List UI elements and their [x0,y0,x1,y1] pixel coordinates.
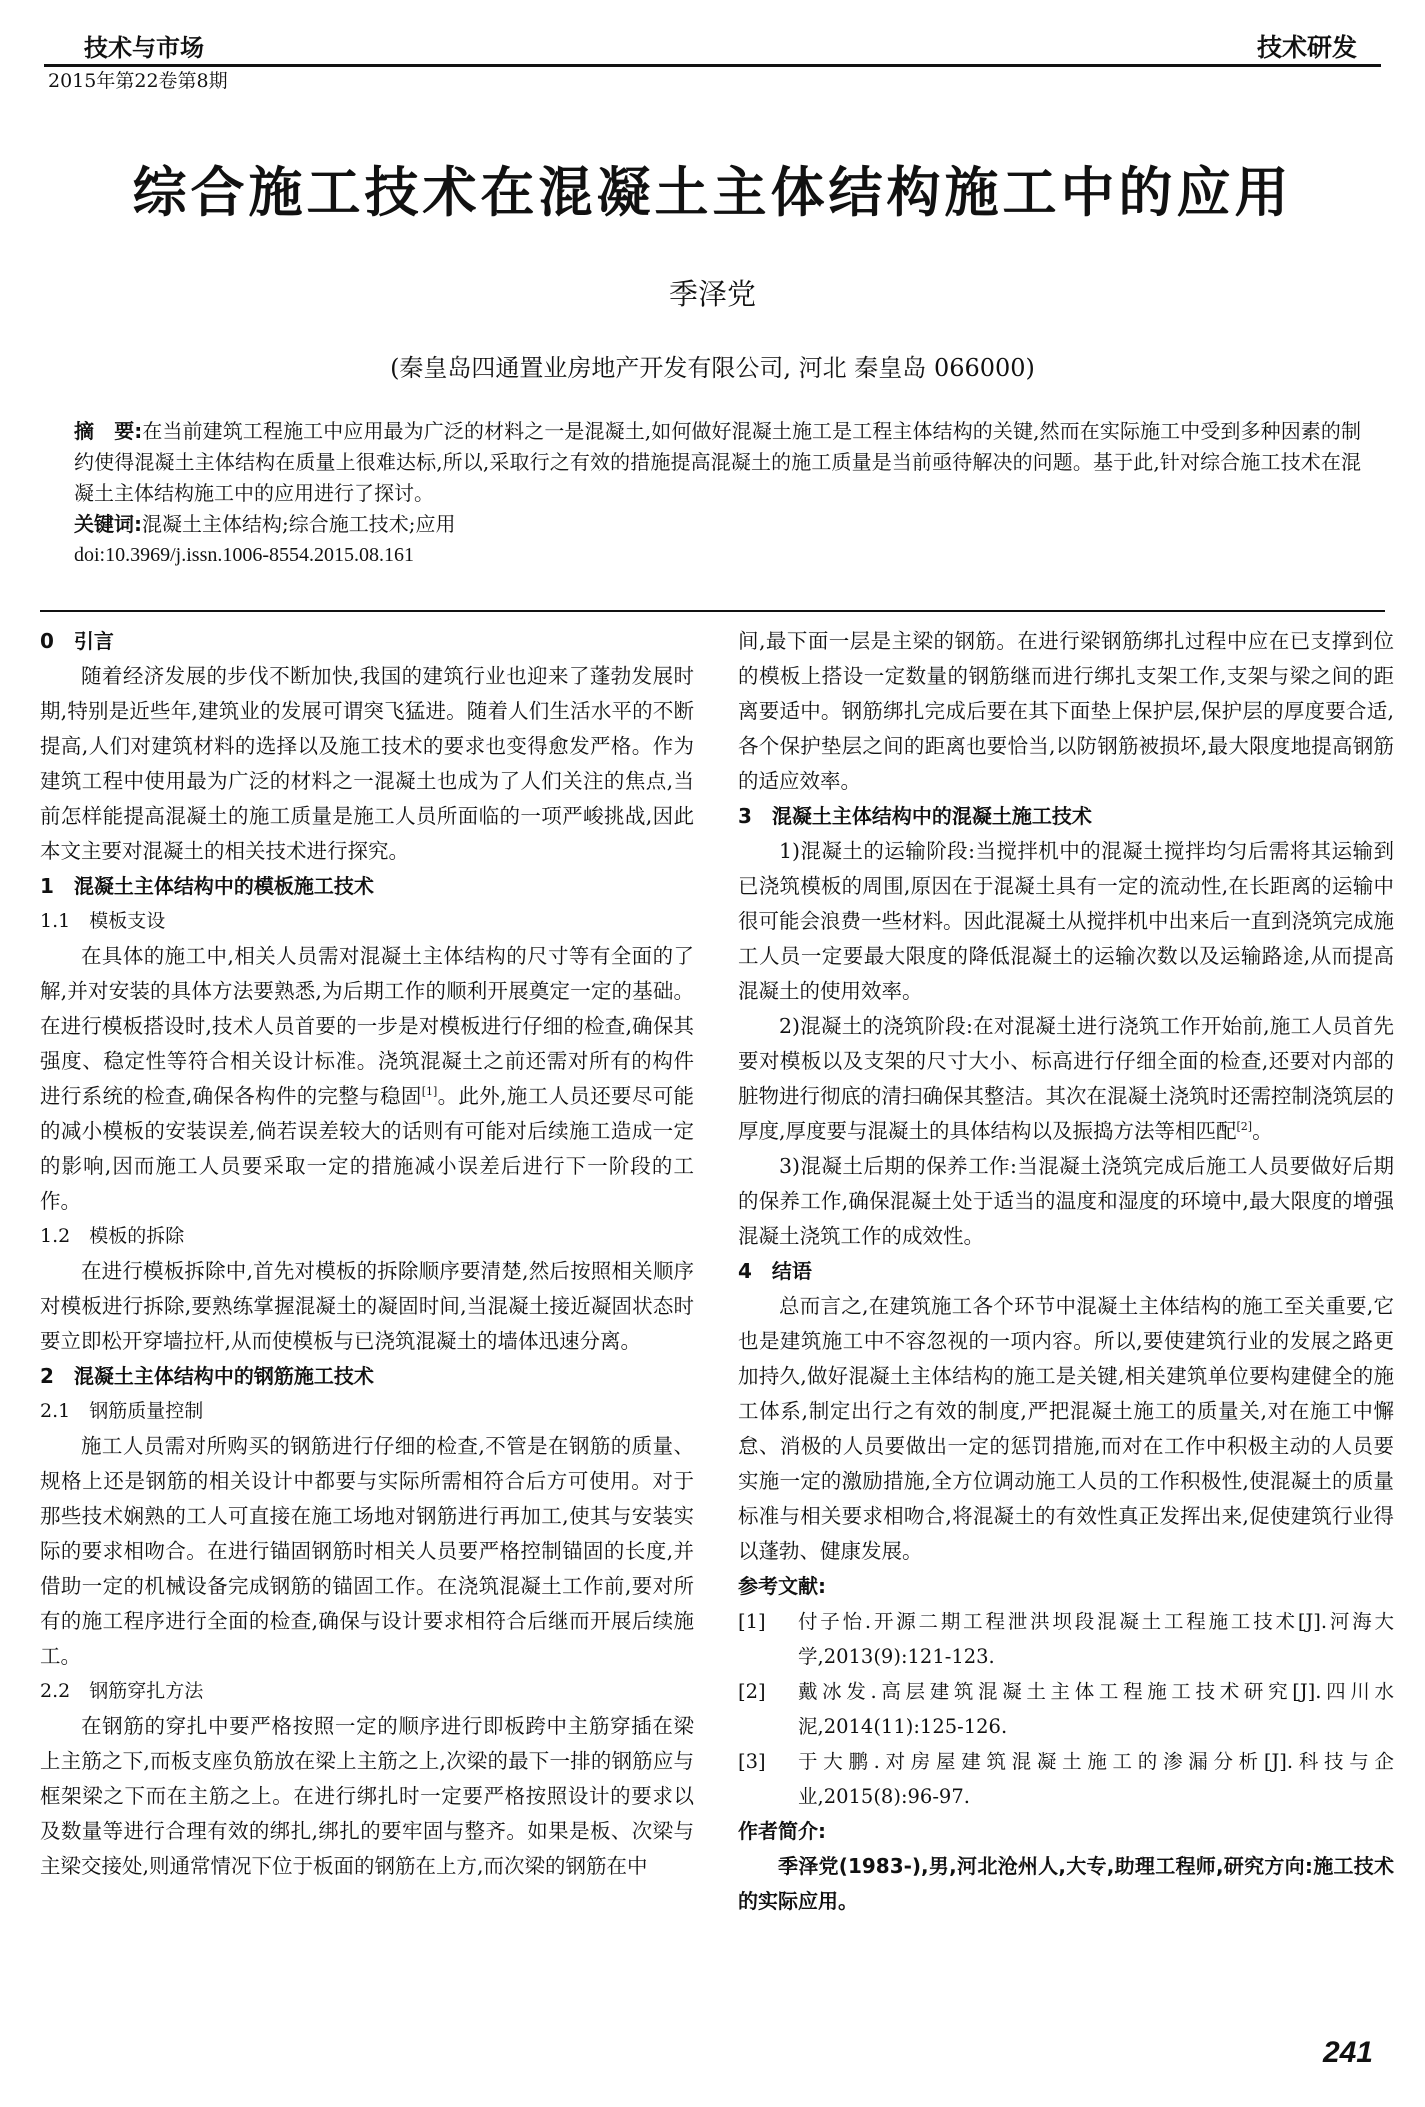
paragraph-rebar-tying: 在钢筋的穿扎中要严格按照一定的顺序进行即板跨中主筋穿插在梁上主筋之下,而板支座负筋放在梁上主筋之上,次梁的最下一排的钢筋应与框架梁之下而在主筋之上。在进行绑扎时一定要严格按照设计的要求以及数量等进行合理有效的绑扎,绑扎的要牢固与整齐。如果是板、次梁与主梁交接处,则通常情况下位于板面的钢筋在上方,而次梁的钢筋在中 [40,1714,694,1878]
citation-1: [1] [421,1085,438,1099]
author-bio-heading: 作者简介: [738,1819,826,1843]
citation-2: [2] [1236,1120,1253,1134]
journal-name: 技术与市场 [84,34,204,62]
reference-item [738,1674,1394,1744]
subsection-heading-rebar-quality: 2.1 钢筋质量控制 [40,1400,204,1422]
section-heading-formwork: 1 混凝土主体结构中的模板施工技术 [40,874,374,898]
abstract-block [74,416,1361,571]
keywords-text: 混凝土主体结构;综合施工技术;应用 [142,512,456,536]
reference-item [738,1604,1394,1674]
paragraph-formwork-removal: 在进行模板拆除中,首先对模板的拆除顺序要清楚,然后按照相关顺序对模板进行拆除,要熟练掌握混凝土的凝固时间,当混凝土接近凝固状态时要立即松开穿墙拉杆,从而使模板与已浇筑混凝土的墙体迅速分离。 [40,1259,694,1353]
running-header [44,24,1381,67]
reference-item [738,1744,1394,1814]
subsection-heading-formwork-removal: 1.2 模板的拆除 [40,1225,185,1247]
paragraph-concrete-curing: 3)混凝土后期的保养工作:当混凝土浇筑完成后施工人员要做好后期的保养工作,确保混凝土处于适当的温度和湿度的环境中,最大限度的增强混凝土浇筑工作的成效性。 [738,1154,1394,1248]
subsection-heading-formwork-setup: 1.1 模板支设 [40,910,166,932]
reference-text: 戴冰发.高层建筑混凝土主体工程施工技术研究[J].四川水泥,2014(11):125-126. [798,1680,1394,1738]
section-heading-conclusion: 4 结语 [738,1259,812,1283]
section-heading-concrete: 3 混凝土主体结构中的混凝土施工技术 [738,804,1092,828]
paragraph-formwork-setup-part1: 在具体的施工中,相关人员需对混凝土主体结构的尺寸等有全面的了解,并对安装的具体方法要熟悉,为后期工作的顺利开展奠定一定的基础。在进行模板搭设时,技术人员首要的一步是对模板进行仔细的检查,确保其强度、稳定性等符合相关设计标准。浇筑混凝土之前还需对所有的构件进行系统的检查,确保各构件的完整与稳固 [40,944,694,1108]
left-column [40,624,694,1884]
author-bio-text: 季泽党(1983-),男,河北沧州人,大专,助理工程师,研究方向:施工技术的实际应用。 [738,1854,1394,1913]
issue-info: 2015年第22卷第8期 [48,70,228,92]
page-number: 241 [1322,2036,1373,2069]
paragraph-concrete-pouring-part1: 2)混凝土的浇筑阶段:在对混凝土进行浇筑工作开始前,施工人员首先要对模板以及支架的尺寸大小、标高进行仔细全面的检查,还要对内部的脏物进行彻底的清扫确保其整洁。其次在混凝土浇筑时还需控制浇筑层的厚度,厚度要与混凝土的具体结构以及振捣方法等相匹配 [738,1014,1394,1143]
paragraph-formwork-setup-part2: 。此外,施工人员还要尽可能的减小模板的安装误差,倘若误差较大的话则有可能对后续施工造成一定的影响,因而施工人员要采取一定的措施减小误差后进行下一阶段的工作。 [40,1084,695,1213]
section-heading-intro: 0 引言 [40,629,114,653]
paragraph-concrete-pouring [738,1009,1394,1149]
reference-number: [1] [738,1610,766,1633]
abstract-label: 摘 要: [74,419,143,443]
author-name: 季泽党 [668,277,756,311]
reference-text: 付子怡.开源二期工程泄洪坝段混凝土工程施工技术[J].河海大学,2013(9):121-123. [798,1610,1394,1668]
paragraph-rebar-quality: 施工人员需对所购买的钢筋进行仔细的检查,不管是在钢筋的质量、规格上还是钢筋的相关设计中都要与实际所需相符合后方可使用。对于那些技术娴熟的工人可直接在施工场地对钢筋进行再加工,使其与安装实际的要求相吻合。在进行锚固钢筋时相关人员要严格控制锚固的长度,并借助一定的机械设备完成钢筋的锚固工作。在浇筑混凝土工作前,要对所有的施工程序进行全面的检查,确保与设计要求相符合后继而开展后续施工。 [40,1434,694,1668]
reference-number: [2] [738,1680,766,1703]
reference-text: 于大鹏.对房屋建筑混凝土施工的渗漏分析[J].科技与企业,2015(8):96-97. [798,1750,1394,1808]
paragraph-formwork-setup [40,939,694,1219]
keywords-label: 关键词: [74,512,142,536]
subsection-heading-rebar-tying: 2.2 钢筋穿扎方法 [40,1680,204,1702]
paper-title: 综合施工技术在混凝土主体结构施工中的应用 [132,161,1293,224]
paragraph-rebar-tying-continued: 间,最下面一层是主梁的钢筋。在进行梁钢筋绑扎过程中应在已支撑到位的模板上搭设一定数量的钢筋继而进行绑扎支架工作,支架与梁之间的距离要适中。钢筋绑扎完成后要在其下面垫上保护层,保护层的厚度要合适,各个保护垫层之间的距离也要恰当,以防钢筋被损坏,最大限度地提高钢筋的适应效率。 [738,629,1394,793]
abstract-text: 在当前建筑工程施工中应用最为广泛的材料之一是混凝土,如何做好混凝土施工是工程主体结构的关键,然而在实际施工中受到多种因素的制约使得混凝土主体结构在质量上很难达标,所以,采取行之有效的措施提高混凝土的施工质量是当前亟待解决的问题。基于此,针对综合施工技术在混凝土主体结构施工中的应用进行了探讨。 [74,419,1362,505]
abstract-divider [40,610,1385,612]
keywords-line [74,509,1361,540]
paragraph-conclusion: 总而言之,在建筑施工各个环节中混凝土主体结构的施工至关重要,它也是建筑施工中不容忽视的一项内容。所以,要使建筑行业的发展之路更加持久,做好混凝土主体结构的施工是关键,相关建筑单位要构建健全的施工体系,制定出行之有效的制度,严把混凝土施工的质量关,对在施工中懈怠、消极的人员要做出一定的惩罚措施,而对在工作中积极主动的人员要实施一定的激励措施,全方位调动施工人员的工作积极性,使混凝土的质量标准与相关要求相吻合,将混凝土的有效性真正发挥出来,促使建筑行业得以蓬勃、健康发展。 [738,1294,1394,1563]
paragraph-concrete-pouring-part2: 。 [1252,1119,1273,1143]
paragraph-intro: 随着经济发展的步伐不断加快,我国的建筑行业也迎来了蓬勃发展时期,特别是近些年,建筑业的发展可谓突飞猛进。随着人们生活水平的不断提高,人们对建筑材料的选择以及施工技术的要求也变得愈发严格。作为建筑工程中使用最为广泛的材料之一混凝土也成为了人们关注的焦点,当前怎样能提高混凝土的施工质量是施工人员所面临的一项严峻挑战,因此本文主要对混凝土的相关技术进行探究。 [40,664,694,863]
author-affiliation: (秦皇岛四通置业房地产开发有限公司, 河北 秦皇岛 066000) [390,354,1035,382]
abstract-paragraph [74,416,1361,509]
right-column [738,624,1394,1919]
doi-line: doi:10.3969/j.issn.1006-8554.2015.08.161 [74,544,415,566]
section-heading-rebar: 2 混凝土主体结构中的钢筋施工技术 [40,1364,374,1388]
reference-number: [3] [738,1750,766,1773]
references-heading: 参考文献: [738,1574,826,1598]
paragraph-concrete-transport: 1)混凝土的运输阶段:当搅拌机中的混凝土搅拌均匀后需将其运输到已浇筑模板的周围,原因在于混凝土具有一定的流动性,在长距离的运输中很可能会浪费一些材料。因此混凝土从搅拌机中出来后一直到浇筑完成施工人员一定要最大限度的降低混凝土的运输次数以及运输路途,从而提高混凝土的使用效率。 [738,839,1394,1003]
section-name: 技术研发 [1256,33,1357,62]
